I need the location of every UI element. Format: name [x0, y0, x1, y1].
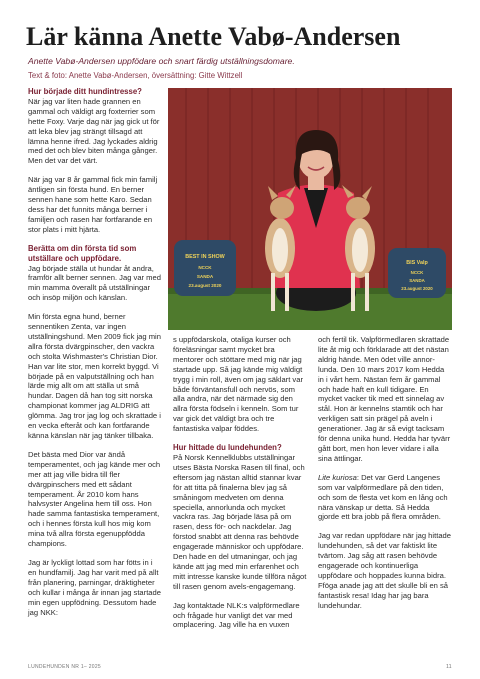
paragraph: Jag är lyckligt lottad som har fötts in i en hundfamilj. Jag har varit med på allt från planering, parningar, dräktigheter och kullar i många år innan jag startade min egen uppfödning. Dessutom hade jag NKK: [28, 557, 161, 617]
pillow-right [388, 248, 446, 298]
paragraph: Jag kontaktade NLK:s valpförmedlare och frågade hur vanligt det var med omplacering. Jag ville ha en vuxen [173, 600, 300, 630]
question-heading: Hur började ditt hundintresse? [28, 87, 142, 96]
footer-page-number: 11 [446, 664, 452, 670]
article-credit: Text & foto: Anette Vabø-Andersen, översättning: Gitte Wittzell [28, 71, 243, 80]
column-right [318, 335, 452, 620]
footer-magazine-issue: LUNDEHUNDEN NR 1– 2025 [28, 664, 102, 670]
article-subtitle: Anette Vabø-Andersen uppfödare och snart färdig utställningsdomare. [28, 56, 295, 66]
portrait-photo [168, 88, 452, 330]
paragraph: s uppfödarskola, otaliga kurser och föreläsningar samt mycket bra mentorer och stöttare med mig när jag startade upp. Så jag kände mig väldigt trygg i min roll, även om jag säklart var både förväntansfull och nervös, som alla andra, när det närmade sig den allra första födseln i kenneln. Som tur var gick det väldigt bra och tre fantastiska valpar föddes. [173, 335, 303, 434]
pillow-left-text-1: BEST IN SHOW [185, 254, 225, 260]
curiosity-label: Lite kuriosa [318, 472, 357, 482]
paragraph: När jag var liten hade grannen en gammal och väldigt arg foxterrier som hette Foxy. Varje dag när jag gick ut för att leka blev jag strängt tillsagd att lämna henne ifred. Jag lyckades aldrig med det och blev biten många gånger. Men det var det värt. [28, 96, 160, 166]
pillow-right-text-1: BIS Valp [406, 260, 428, 266]
photo-illustration [168, 88, 452, 330]
paragraph: Min första egna hund, berner sennentiken Zenta, var ingen utställningshund. Men 2009 fick jag min allra första dvärgpinscher, den vackra och stolta Wishmaster's Christian Dior. Han var lite stor, men korrekt byggd. Vi började på en valputställning och han lärde mig allt om att ställa ut små hundar. Dagen då han tog sitt norska championat kommer jag ALDRIG att glömma. Jag tror jag log och skrattade i en vecka efteråt och kan fortfarande känna känslan när jag tänker tillbaka. [28, 312, 161, 440]
pillow-left [174, 240, 236, 296]
question-heading: Berätta om din första tid som utställare och uppfödare. [28, 243, 137, 263]
pillow-left-text-3: SANDA [196, 274, 214, 279]
curiosity-text: : Det var Gerd Langenes som var valpförmedlare på den tiden, och som de flesta vet kom en lång och nära vänskap ur detta. Så Hedda gjorde ett bra jobb på flera områden. [318, 472, 448, 522]
pillow-left-text-2: NCCK [198, 265, 212, 270]
pillow-right-text-4: 23.august 2020 [401, 286, 433, 291]
paragraph: och fertil tik. Valpförmedlaren skrattade lite åt mig och förklarade att det nästan aldrig hände. Men ödet ville annor-lunda. Den 10 mars 2017 kom Hedda in i vårt hem. Nästan fem år gammal och hade haft en kull tidigare. En mycket vacker tik med ett sinnelag av stål. Hon är kennelns stamtik och har verkligen satt sin prägel på aveln i generationer. Jag är så evigt tacksam för denna unika hund. Hedda har tyvärr gått bort, men hon lever vidare i alla sina ättlingar. [318, 335, 451, 463]
column-middle [173, 335, 307, 639]
paragraph: Jag var redan uppfödare när jag hittade lundehunden, så det var faktiskt lite tvärtom. Jag såg att rasen behövde engagerade och kontinuerliga uppfödare och hoppades kunna bidra. Fföga anade jag att det skulle bli en så fantastisk resa! Idag har jag bara lundehundar. [318, 531, 451, 610]
column-left [28, 87, 162, 626]
question-heading: Hur hittade du lundehunden? [173, 443, 282, 453]
paragraph: Det bästa med Dior var ändå temperamentet, och jag kände mer och mer att jag ville bidra till fler dvärgpinschers med ett sådant temperament. År 2010 kom hans halvsyster Angelina hem till oss. Hon hade samma fantastiska temperament, och i hennes första kull hos mig kom mina två allra första egenuppfödda champions. [28, 449, 161, 549]
pillow-left-text-4: 23.august 2020 [188, 283, 222, 288]
paragraph: När jag var 8 år gammal fick min familj äntligen sin första hund. En berner sennen hane som hette Karo. Sedan dess har det funnits många berner i familjen och rasen har fortfarande en stor plats i mitt hjärta. [28, 175, 158, 234]
article-title: Lär känna Anette Vabø-Andersen [26, 22, 401, 51]
pillow-right-text-2: NCCK [410, 270, 424, 275]
paragraph: Jag började ställa ut hundar åt andra, framför allt berner sennen. Jag var med min mamma överallt på utställningar och insöp miljön och känslan. [28, 263, 161, 303]
pillow-right-text-3: SANDA [409, 278, 425, 283]
paragraph: På Norsk Kennelklubbs utställningar utses Bästa Norska Rasen till final, och eftersom jag nästan alltid stannar kvar för att titta på finalerna blev jag så småningom medveten om denna speciella, annorlunda och mycket vackra ras. Jag började läsa på om rasen, dess för- och nackdelar. Jag förstod snabbt att denna ras behövde engagerade människor och uppfödare. Den hade en del utmaningar, och jag kände att jag med min erfarenhet och mitt intresse kanske kunde tillföra något till rasen genom avels-engagemang. [173, 452, 307, 591]
paragraph-curiosity [318, 473, 452, 523]
